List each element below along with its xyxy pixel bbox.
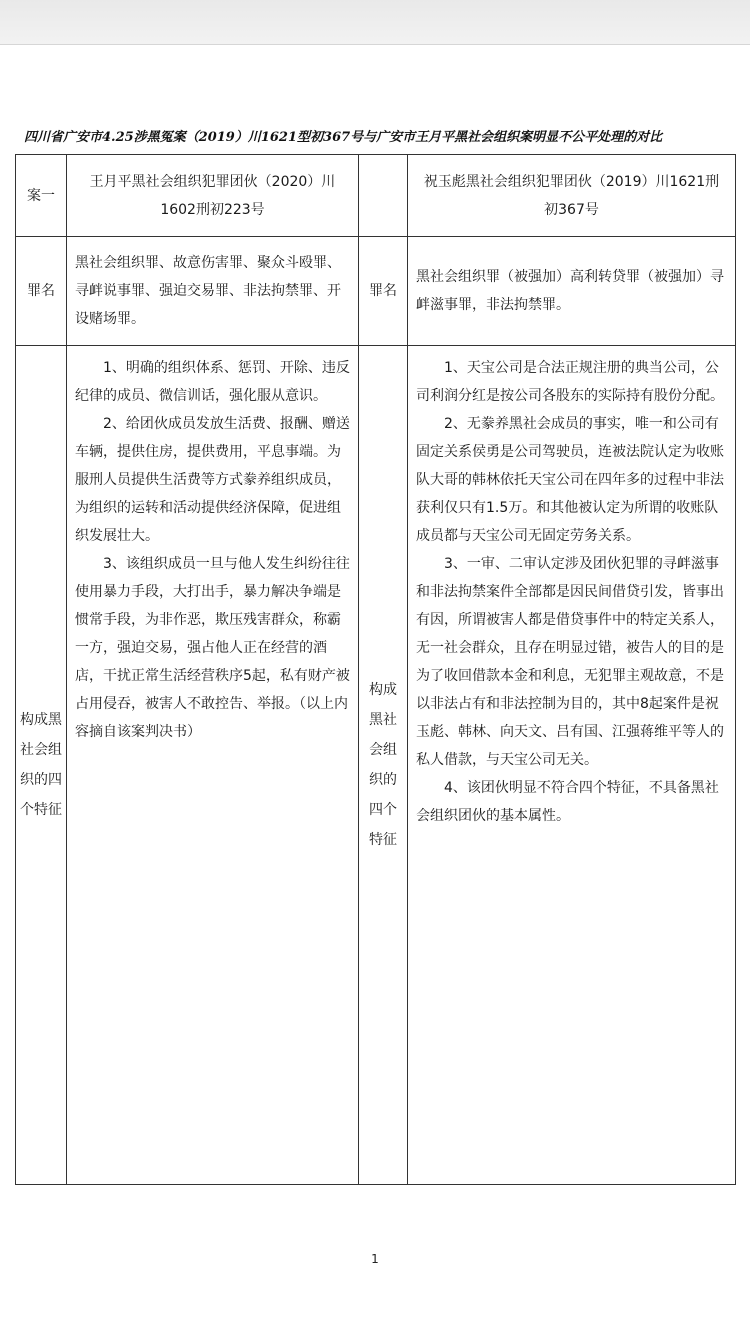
left-feature-1: 1、明确的组织体系、惩罚、开除、违反纪律的成员、微信训话，强化服从意识。 [75, 360, 350, 404]
case-label: 案一 [16, 155, 67, 237]
right-feature-4: 4、该团伙明显不符合四个特征，不具备黑社会组织团伙的基本属性。 [416, 780, 719, 824]
right-features [408, 346, 736, 1185]
left-crimes: 黑社会组织罪、故意伤害罪、聚众斗殴罪、寻衅说事罪、强迫交易罪、非法拘禁罪、开设赌场罪。 [67, 237, 359, 346]
document-title: 四川省广安市4.25涉黑冤案（2019）川1621型初367号与广安市王月平黑社会组织案明显不公平处理的对比 [24, 130, 663, 145]
right-feature-2: 2、无豢养黑社会成员的事实，唯一和公司有固定关系侯勇是公司驾驶员，连被法院认定为收账队大哥的韩林依托天宝公司在四年多的过程中非法获利仅只有1.5万。和其他被认定为所谓的收账队成员都与天宝公司无固定劳务关系。 [416, 416, 724, 544]
right-crime-label: 罪名 [359, 237, 408, 346]
case-row [16, 155, 736, 237]
right-feature-3: 3、一审、二审认定涉及团伙犯罪的寻衅滋事和非法拘禁案件全部都是因民间借贷引发，皆事出有因，所谓被害人都是借贷事件中的特定关系人，无一社会群众，且存在明显过错，被告人的目的是为了收回借款本金和利息，无犯罪主观故意，不是以非法占有和非法控制为目的，其中8起案件是祝玉彪、韩林、向天文、吕有国、江强蒋维平等人的私人借款，与天宝公司无关。 [416, 556, 724, 768]
left-feature-3: 3、该组织成员一旦与他人发生纠纷往往使用暴力手段，大打出手，暴力解决争端是惯常手段，为非作恶，欺压残害群众，称霸一方，强迫交易，强占他人正在经营的酒店，干扰正常生活经营秩序5起，私有财产被占用侵吞，被害人不敢控告、举报。（以上内容摘自该案判决书） [75, 556, 350, 740]
crime-row [16, 237, 736, 346]
features-row [16, 346, 736, 1185]
features-label-left: 构成黑社会组织的四个特征 [16, 346, 67, 1185]
case-empty-cell [359, 155, 408, 237]
left-feature-2: 2、给团伙成员发放生活费、报酬、赠送车辆，提供住房，提供费用，平息事端。为服刑人员提供生活费等方式豢养组织成员，为组织的运转和活动提供经济保障，促进组织发展壮大。 [75, 416, 350, 544]
top-bar [0, 0, 750, 45]
comparison-table [15, 154, 736, 1185]
left-case-name: 王月平黑社会组织犯罪团伙（2020）川1602刑初223号 [67, 155, 359, 237]
page-number: 1 [371, 1252, 379, 1266]
right-case-name: 祝玉彪黑社会组织犯罪团伙（2019）川1621刑初367号 [408, 155, 736, 237]
right-feature-1: 1、天宝公司是合法正规注册的典当公司，公司利润分红是按公司各股东的实际持有股份分配。 [416, 360, 724, 404]
right-crimes: 黑社会组织罪（被强加）高利转贷罪（被强加）寻衅滋事罪，非法拘禁罪。 [408, 237, 736, 346]
features-label-right: 构成黑社会组织的四个特征 [359, 346, 408, 1185]
left-features [67, 346, 359, 1185]
crime-label: 罪名 [16, 237, 67, 346]
